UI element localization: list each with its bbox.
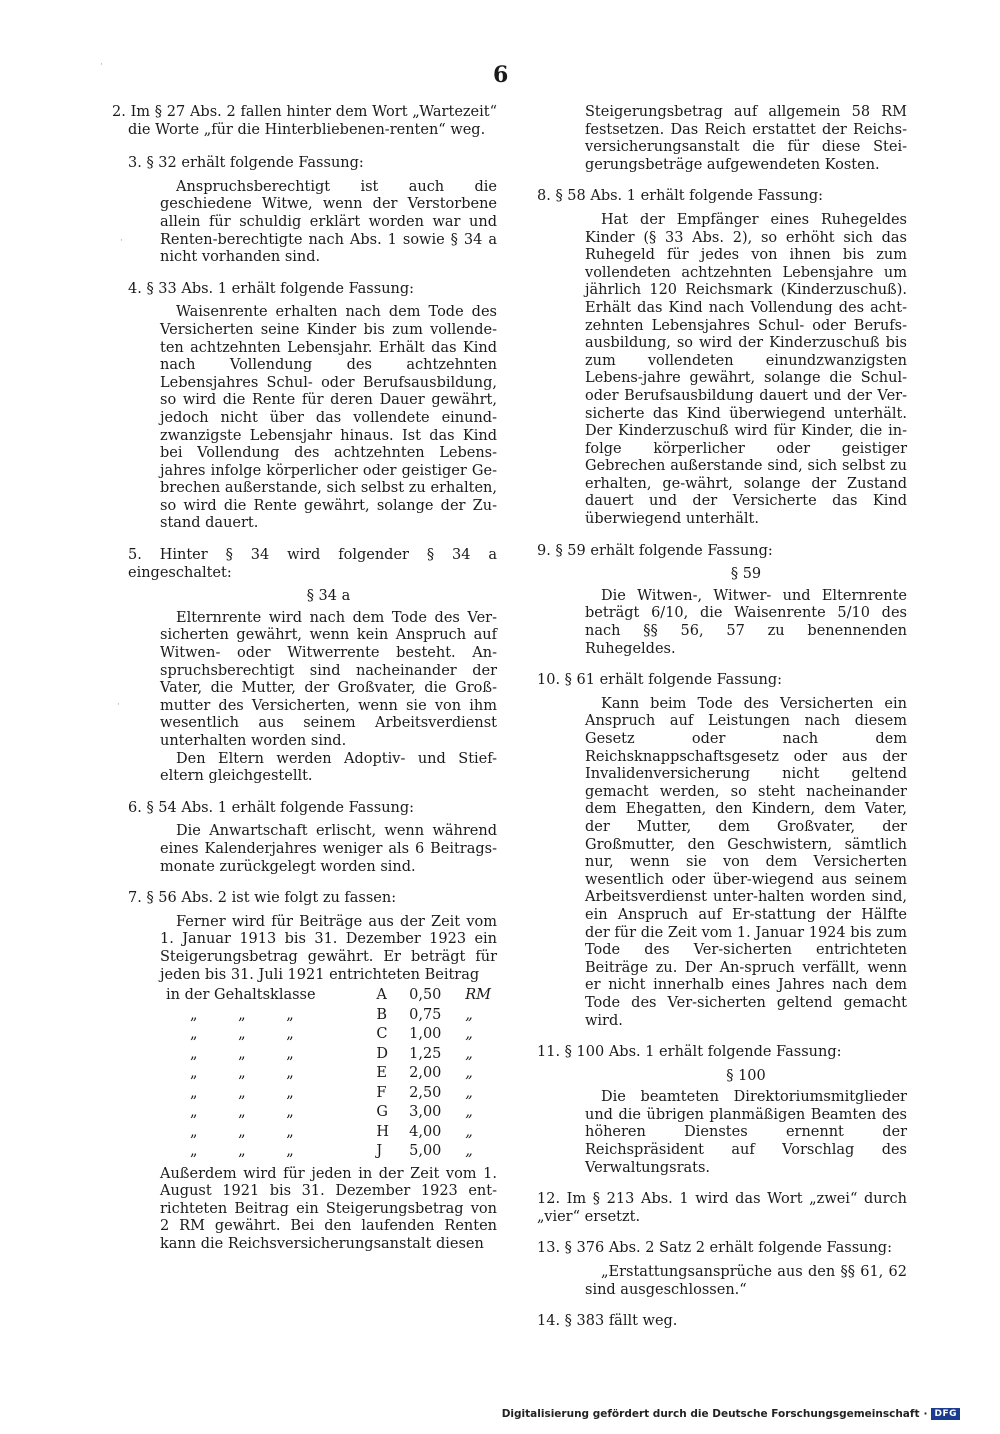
item-10-body: Kann beim Tode des Versicherten ein Anspruch auf Leistungen nach diesem Gesetz oder nach dem Reichsknappschaftsgesetz oder aus der Invalidenversicherung nicht geltend gemacht werden, so steht nacheinander dem Ehegatten, den Kindern, dem Vater, der Mutter, dem Großvater, der Großmutter, den Geschwistern, sämtlich nur, wenn sie von dem Versicherten wesentlich oder über-wiegend aus seinem Arbeitsverdienst unter-halten worden sind, ein Anspruch auf Er-stattung der Hälfte der für die Zeit vom 1. Januar 1924 bis zum Tode des Ver-sicherten entrichteten Beiträge zu. Der An-spruch verfällt, wenn er nicht innerhalb eines Jahres nach dem Tode des Ver-sicherten geltend gemacht wird. xyxy=(585,695,907,1029)
tariff-label: „ „ „ xyxy=(190,1026,312,1043)
tariff-currency: „ xyxy=(465,1026,473,1043)
tariff-amount: 0,75 xyxy=(409,1006,442,1023)
item-3-body: Anspruchsberechtigt ist auch die geschiedene Witwe, wenn der Verstorbene allein für schuldig erklärt worden war und Renten-berechtigte nach Abs. 1 sowie § 34 a nicht vorhanden sind. xyxy=(160,178,497,266)
tariff-amount: 1,00 xyxy=(409,1026,442,1043)
tariff-label: „ „ „ xyxy=(190,1104,312,1121)
left-column xyxy=(112,104,497,1268)
tariff-currency: „ xyxy=(465,1123,473,1140)
tariff-currency: RM xyxy=(465,987,491,1004)
tariff-label: in der Gehaltsklasse xyxy=(166,987,316,1004)
tariff-amount: 2,50 xyxy=(409,1084,442,1101)
tariff-amount: 4,00 xyxy=(409,1123,442,1140)
tariff-row xyxy=(160,1123,497,1143)
section-100-heading: § 100 xyxy=(726,1067,766,1084)
tariff-label: „ „ „ xyxy=(190,1084,312,1101)
tariff-label: „ „ „ xyxy=(190,1006,312,1023)
section-59-heading: § 59 xyxy=(730,566,762,583)
item-3-intro: 3. § 32 erhält folgende Fassung: xyxy=(128,155,364,172)
item-5-intro: 5. Hinter § 34 wird folgender § 34 a eingeschaltet: xyxy=(128,547,497,581)
item-7-continuation: Steigerungsbetrag auf allgemein 58 RM festsetzen. Das Reich erstattet der Reichs-versicherungsanstalt die für diese Stei-gerungsbeträge aufgewendeten Kosten. xyxy=(585,104,907,173)
tariff-label: „ „ „ xyxy=(190,1045,312,1062)
scan-speck: · xyxy=(120,236,123,246)
item-5-body-2: Den Eltern werden Adoptiv- und Stief-eltern gleichgestellt. xyxy=(160,750,497,785)
item-13-body: „Erstattungsansprüche aus den §§ 61, 62 sind ausgeschlossen.“ xyxy=(585,1264,907,1298)
item-13-intro: 13. § 376 Abs. 2 Satz 2 erhält folgende Fassung: xyxy=(537,1240,892,1257)
tariff-currency: „ xyxy=(465,1065,473,1082)
item-4-intro: 4. § 33 Abs. 1 erhält folgende Fassung: xyxy=(128,280,415,297)
tariff-amount: 1,25 xyxy=(409,1045,442,1062)
tariff-label: „ „ „ xyxy=(190,1143,312,1160)
scan-speck: · xyxy=(100,60,103,70)
tariff-currency: „ xyxy=(465,1143,473,1160)
item-8-body: Hat der Empfänger eines Ruhegeldes Kinder (§ 33 Abs. 2), so erhöht sich das Ruhegeld für jedes von ihnen bis zum vollendeten achtzehnten Lebensjahre um jährlich 120 Reichsmark (Kinderzuschuß). Erhält das Kind nach Vollendung des acht-zehnten Lebensjahres Schul- oder Berufs-ausbildung, so wird der Kinderzuschuß bis zum vollendeten einundzwanzigsten Lebens-jahre gewährt, solange die Schul- oder Berufsausbildung dauert und der Ver-sicherte das Kind überwiegend unterhält. Der Kinderzuschuß wird für Kinder, die in-folge körperlicher oder geistiger Gebrechen außerstande sind, sich selbst zu erhalten, ge-währt, solange der Zustand dauert und der Versicherte das Kind überwiegend unterhält. xyxy=(585,211,907,528)
tariff-row xyxy=(160,986,497,1006)
section-34a-heading: § 34 a xyxy=(306,588,351,605)
item-9-body: Die Witwen-, Witwer- und Elternrente beträgt 6/10, die Waisenrente 5/10 des nach §§ 56, 57 zu benennenden Ruhegeldes. xyxy=(585,587,907,657)
tariff-class: E xyxy=(376,1065,388,1082)
tariff-class: F xyxy=(376,1084,387,1101)
tariff-label: „ „ „ xyxy=(190,1123,312,1140)
right-column xyxy=(537,104,907,1337)
item-6-body: Die Anwartschaft erlischt, wenn während eines Kalenderjahres weniger als 6 Beitrags-monate zurückgelegt worden sind. xyxy=(160,823,497,875)
tariff-amount: 5,00 xyxy=(409,1143,442,1160)
tariff-class: H xyxy=(376,1123,390,1140)
tariff-row xyxy=(160,1025,497,1045)
footer-text: Digitalisierung gefördert durch die Deutsche Forschungsgemeinschaft xyxy=(501,1408,920,1420)
item-4-body: Waisenrente erhalten nach dem Tode des Versicherten seine Kinder bis zum vollende-ten achtzehnten Lebensjahr. Erhält das Kind nach Vollendung des achtzehnten Lebensjahres Schul- oder Berufsausbildung, so wird die Rente für deren Dauer gewährt, jedoch nicht über das vollendete einund-zwanzigste Lebensjahr hinaus. Ist das Kind bei Vollendung des achtzehnten Lebens-jahres infolge körperlicher oder geistiger Ge-brechen außerstande, sich selbst zu erhalten, so wird die Rente gewährt, solange der Zu-stand dauert. xyxy=(160,304,497,532)
tariff-label: „ „ „ xyxy=(190,1065,312,1082)
item-7-body-2: Außerdem wird für jeden in der Zeit vom 1. August 1921 bis 31. Dezember 1923 ent-richteten Beitrag ein Steigerungsbetrag von 2 RM gewährt. Bei den laufenden Renten kann die Reichsversicherungsanstalt diesen xyxy=(160,1165,497,1252)
tariff-row xyxy=(160,1142,497,1162)
item-6-intro: 6. § 54 Abs. 1 erhält folgende Fassung: xyxy=(128,799,415,816)
tariff-amount: 0,50 xyxy=(409,987,442,1004)
item-11-body: Die beamteten Direktoriumsmitglieder und die übrigen planmäßigen Beamten des höheren Dienstes ernennt der Reichspräsident auf Vorschlag des Verwaltungsrats. xyxy=(585,1089,907,1176)
tariff-row xyxy=(160,1045,497,1065)
tariff-currency: „ xyxy=(465,1045,473,1062)
tariff-row xyxy=(160,1103,497,1123)
item-2: 2. Im § 27 Abs. 2 fallen hinter dem Wort „Wartezeit“ die Worte „für die Hinterbliebenen-renten“ weg. xyxy=(112,104,497,138)
tariff-class: C xyxy=(376,1026,388,1043)
tariff-class: D xyxy=(376,1045,389,1062)
tariff-class: J xyxy=(376,1143,383,1160)
tariff-row xyxy=(160,1064,497,1084)
page-number: 6 xyxy=(493,62,509,88)
tariff-class: B xyxy=(376,1006,388,1023)
tariff-amount: 2,00 xyxy=(409,1065,442,1082)
item-5-body-1: Elternrente wird nach dem Tode des Ver-sicherten gewährt, wenn kein Anspruch auf Witwen- oder Witwerrente besteht. An-spruchsberechtigt sind nacheinander der Vater, die Mutter, der Großvater, die Groß-mutter des Versicherten, wenn sie von ihm wesentlich aus seinem Arbeitsverdienst unterhalten worden sind. xyxy=(160,609,497,749)
item-9-intro: 9. § 59 erhält folgende Fassung: xyxy=(537,542,773,559)
item-12: 12. Im § 213 Abs. 1 wird das Wort „zwei“ durch „vier“ ersetzt. xyxy=(537,1191,907,1225)
item-10-intro: 10. § 61 erhält folgende Fassung: xyxy=(537,672,783,689)
tariff-row xyxy=(160,1006,497,1026)
tariff-class: A xyxy=(376,987,387,1004)
tariff-currency: „ xyxy=(465,1104,473,1121)
tariff-currency: „ xyxy=(465,1006,473,1023)
tariff-currency: „ xyxy=(465,1084,473,1101)
scan-speck: · xyxy=(117,700,120,710)
tariff-amount: 3,00 xyxy=(409,1104,442,1121)
tariff-row xyxy=(160,1084,497,1104)
item-7-body-1: Ferner wird für Beiträge aus der Zeit vom 1. Januar 1913 bis 31. Dezember 1923 ein Steigerungsbetrag gewährt. Er beträgt für jeden bis 31. Juli 1921 entrichteten Beitrag xyxy=(160,913,497,983)
dfg-logo: DFG xyxy=(931,1408,960,1420)
tariff-class: G xyxy=(376,1104,389,1121)
item-7-intro: 7. § 56 Abs. 2 ist wie folgt zu fassen: xyxy=(128,890,397,907)
item-14: 14. § 383 fällt weg. xyxy=(537,1313,678,1330)
item-11-intro: 11. § 100 Abs. 1 erhält folgende Fassung: xyxy=(537,1044,842,1061)
footer-credit: Digitalisierung gefördert durch die Deutsche Forschungsgemeinschaft · DFG xyxy=(502,1408,960,1420)
tariff-table xyxy=(160,986,497,1162)
item-8-intro: 8. § 58 Abs. 1 erhält folgende Fassung: xyxy=(537,188,824,205)
